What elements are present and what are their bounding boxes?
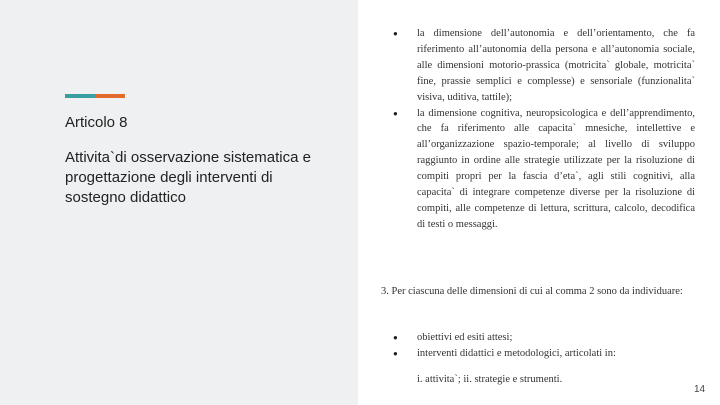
list-item: ● la dimensione dell’autonomia e dell’orientamento, che fa riferimento all’autonomia della persona e all’autonomia sociale, alle dimensioni motorio-prassica (motricita` globale, motricita` fine, prassie semplici e complesse) e sensoriale (funzionalita` visiva, uditiva, tattile);	[393, 26, 695, 106]
left-panel	[0, 0, 358, 405]
list-item: ● obiettivi ed esiti attesi;	[393, 330, 695, 346]
paragraph-3: 3. Per ciascuna delle dimensioni di cui al comma 2 sono da individuare:	[381, 286, 683, 297]
list-item: ● interventi didattici e metodologici, articolati in:	[393, 346, 695, 362]
objectives-list	[393, 330, 695, 361]
accent-bar-orange	[95, 94, 125, 98]
article-number: Articolo 8	[65, 114, 128, 131]
article-title: Attivita`di osservazione sistematica e progettazione degli interventi di sostegno didattico	[65, 149, 311, 206]
page-number: 14	[694, 384, 706, 395]
dimension-list	[393, 26, 695, 233]
accent-bar-teal	[65, 94, 95, 98]
list-item: ● la dimensione cognitiva, neuropsicologica e dell’apprendimento, che fa riferimento alle capacita` mnesiche, intellettive e all’organizzazione spazio-temporale; al livello di sviluppo raggiunto in ordine alle strategie utilizzate per la risoluzione di compiti propri per la fascia d’eta`, agli stili cognitivi, alla capacita` di integrare competenze diverse per la risoluzione di compiti, alle competenze di lettura, scrittura, calcolo, decodifica di testi o messaggi.	[393, 106, 695, 233]
sub-items-line: i. attivita`; ii. strategie e strumenti.	[417, 374, 563, 385]
